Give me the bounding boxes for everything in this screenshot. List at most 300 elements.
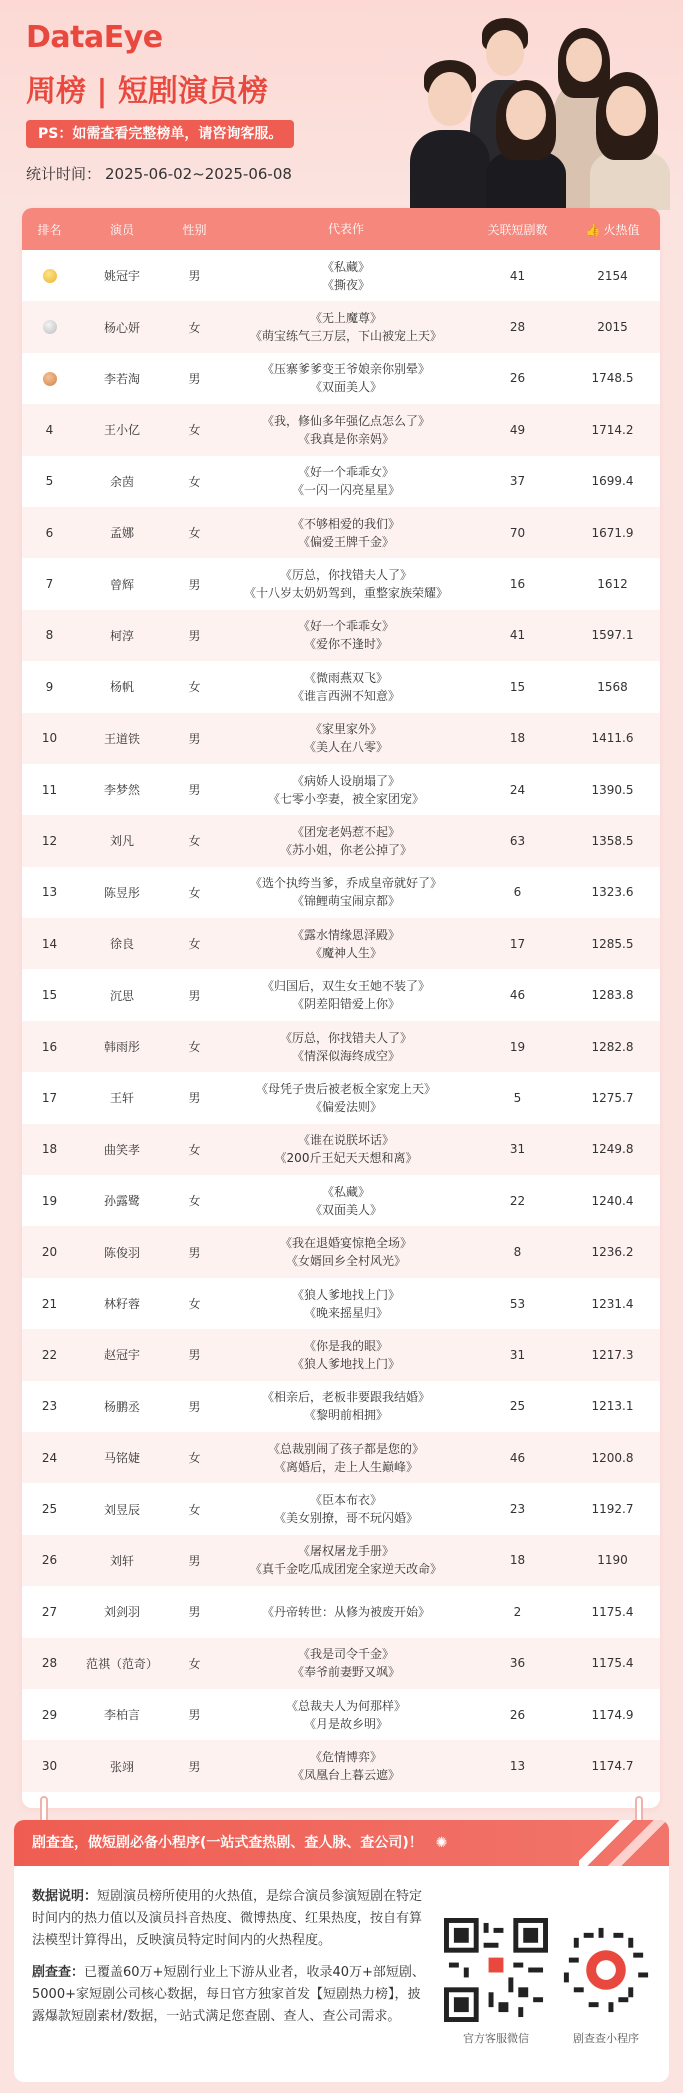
actor-gender: 男	[188, 988, 201, 1003]
drama-count: 28	[509, 320, 526, 335]
table-row	[22, 404, 660, 455]
actor-name: 曲笑孝	[103, 1142, 140, 1157]
drama-count: 15	[509, 679, 526, 694]
actor-gender: 男	[188, 1091, 201, 1106]
heat-value: 1282.8	[591, 1039, 634, 1054]
desc-text: 短剧演员榜所使用的火热值，是综合演员参演短剧在特定时间内的热力值以及演员抖音热度、微博热度、红果热度，按自有算法模型计算得出，反映演员特定时间内的火热程度。	[32, 1889, 423, 1948]
works-cell	[222, 720, 470, 756]
heat-value: 2015	[597, 320, 628, 335]
actor-gender: 女	[188, 1194, 201, 1209]
works-cell	[222, 1337, 470, 1373]
table-row	[22, 969, 660, 1020]
promo-decoration	[579, 1820, 669, 1866]
heat-value: 2154	[597, 268, 628, 283]
drama-count: 17	[509, 936, 526, 951]
work-title: 《爱你不逢时》	[303, 637, 388, 652]
col-works: 代表作	[327, 222, 364, 236]
flame-icon: 👍	[585, 222, 601, 237]
table-row	[22, 610, 660, 661]
actor-name: 韩雨彤	[103, 1040, 140, 1055]
rank-cell: 27	[41, 1604, 58, 1619]
actor-name: 马铭婕	[103, 1451, 140, 1466]
rank-cell: 4	[45, 422, 54, 437]
works-cell	[222, 669, 470, 705]
work-title: 《离婚后，走上人生巅峰》	[273, 1459, 418, 1474]
actor-gender: 男	[188, 1399, 201, 1414]
heat-value: 1283.8	[591, 988, 634, 1003]
work-title: 《真千金吃瓜成团宠全家逆天改命》	[249, 1562, 442, 1577]
work-title: 《团宠老妈惹不起》	[291, 824, 400, 839]
actor-gender: 男	[188, 371, 201, 386]
heat-value: 1597.1	[591, 628, 634, 643]
works-cell	[222, 1440, 470, 1476]
table-header	[22, 208, 660, 250]
miniprogram-code-icon	[554, 1918, 658, 2022]
work-title: 《奉爷前妻野又飒》	[291, 1665, 400, 1680]
heat-value: 1200.8	[591, 1450, 634, 1465]
work-title: 《好一个乖乖女》	[297, 619, 394, 634]
work-title: 《阴差阳错爱上你》	[291, 997, 400, 1012]
drama-count: 19	[509, 1039, 526, 1054]
drama-count: 8	[513, 1245, 522, 1260]
actors-illustration	[410, 10, 683, 210]
work-title: 《危情博弈》	[309, 1750, 382, 1765]
drama-count: 46	[509, 988, 526, 1003]
rank-cell: 21	[41, 1296, 58, 1311]
work-title: 《双面美人》	[309, 380, 382, 395]
actor-gender: 男	[188, 577, 201, 592]
actor-gender: 女	[188, 1502, 201, 1517]
table-row	[22, 1432, 660, 1483]
works-cell	[222, 1029, 470, 1065]
actor-gender: 男	[188, 1245, 201, 1260]
work-title: 《十八岁太奶奶驾到，重整家族荣耀》	[243, 586, 448, 601]
table-row	[22, 1278, 660, 1329]
table-row	[22, 1175, 660, 1226]
drama-count: 41	[509, 268, 526, 283]
work-title: 《总裁别闹了孩子都是您的》	[267, 1441, 424, 1456]
work-title: 《我真是你亲妈》	[297, 431, 394, 446]
heat-value: 1612	[597, 577, 628, 592]
drama-count: 41	[509, 628, 526, 643]
table-row	[22, 1638, 660, 1689]
table-row	[22, 1226, 660, 1277]
work-title: 《私藏》	[321, 259, 370, 274]
heat-value: 1240.4	[591, 1193, 634, 1208]
wechat-qr-label: 官方客服微信	[463, 2032, 529, 2045]
actor-gender: 女	[188, 680, 201, 695]
heat-value: 1236.2	[591, 1245, 634, 1260]
work-title: 《厉总，你找错夫人了》	[279, 1030, 412, 1045]
rank-cell	[22, 268, 77, 283]
drama-count: 13	[509, 1759, 526, 1774]
works-cell	[222, 1748, 470, 1784]
work-title: 《微雨燕双飞》	[303, 670, 388, 685]
work-title: 《私藏》	[321, 1184, 370, 1199]
actor-name: 沉思	[109, 988, 134, 1003]
page-title: 周榜 | 短剧演员榜	[26, 74, 268, 109]
work-title: 《好一个乖乖女》	[297, 465, 394, 480]
works-cell	[222, 1388, 470, 1424]
header-banner	[0, 0, 683, 205]
drama-count: 53	[509, 1296, 526, 1311]
rank-cell: 24	[41, 1450, 58, 1465]
promo-text: 剧查查，做短剧必备小程序(一站式查热剧、查人脉、查公司)！	[32, 1835, 423, 1851]
actor-name: 杨心妍	[103, 320, 140, 335]
qr-code-icon	[444, 1918, 548, 2022]
col-drama-count: 关联短剧数	[487, 222, 548, 237]
drama-count: 49	[509, 422, 526, 437]
actor-name: 柯淳	[109, 628, 134, 643]
heat-value: 1390.5	[591, 782, 634, 797]
heat-value: 1358.5	[591, 833, 634, 848]
actor-name: 林籽蓉	[103, 1297, 140, 1311]
actor-name: 王道铁	[103, 731, 140, 746]
rank-cell: 7	[45, 577, 54, 592]
rank-cell: 15	[41, 988, 58, 1003]
actor-gender: 女	[188, 526, 201, 541]
works-cell	[222, 360, 470, 396]
actor-gender: 女	[188, 474, 201, 489]
table-row	[22, 815, 660, 866]
actor-name: 孟娜	[109, 526, 134, 541]
stat-period	[26, 163, 292, 184]
rank-cell: 23	[41, 1399, 58, 1414]
works-cell	[222, 1183, 470, 1219]
rank-cell: 16	[41, 1039, 58, 1054]
works-cell	[222, 874, 470, 910]
actor-gender: 男	[188, 1605, 201, 1620]
rank-cell: 30	[41, 1759, 58, 1774]
work-title: 《露水情缘恩泽殿》	[291, 927, 400, 942]
col-gender: 性别	[182, 222, 207, 237]
actor-name: 王轩	[109, 1091, 134, 1106]
actor-gender: 女	[188, 1142, 201, 1157]
work-title: 《家里家外》	[309, 722, 382, 737]
table-row	[22, 661, 660, 712]
heat-value: 1231.4	[591, 1296, 634, 1311]
table-row	[22, 1535, 660, 1586]
promo-banner[interactable]	[14, 1820, 669, 1866]
works-cell	[222, 1131, 470, 1167]
actor-name: 刘剑羽	[103, 1605, 140, 1620]
col-actor: 演员	[109, 222, 134, 237]
work-title: 《无上魔尊》	[309, 311, 382, 326]
work-title: 《萌宝练气三万层，下山被宠上天》	[249, 329, 442, 344]
col-rank: 排名	[37, 222, 62, 237]
heat-value: 1714.2	[591, 422, 634, 437]
work-title: 《厉总，你找错夫人了》	[279, 568, 412, 583]
actor-name: 陈昱彤	[103, 885, 140, 900]
drama-count: 70	[509, 525, 526, 540]
dataeye-logo: DataEye	[26, 20, 163, 55]
actor-gender: 女	[188, 834, 201, 849]
table-row	[22, 558, 660, 609]
works-cell	[222, 1697, 470, 1733]
actor-name: 刘凡	[109, 834, 134, 849]
works-cell	[222, 823, 470, 859]
table-row	[22, 867, 660, 918]
work-title: 《谁言西洲不知意》	[291, 688, 400, 703]
table-row	[22, 250, 660, 301]
actor-gender: 女	[188, 1297, 201, 1311]
heat-value: 1190	[597, 1553, 628, 1568]
table-row	[22, 1586, 660, 1637]
work-title: 《我在退婚宴惊艳全场》	[279, 1236, 412, 1251]
rank-cell: 9	[45, 679, 54, 694]
rank-cell	[22, 371, 77, 386]
work-title: 《总裁夫人为何那样》	[285, 1698, 406, 1713]
drama-count: 63	[509, 833, 526, 848]
actor-name: 杨鹏丞	[103, 1399, 140, 1414]
rank-cell: 26	[41, 1553, 58, 1568]
rank-cell: 5	[45, 474, 54, 489]
rank-cell	[22, 320, 77, 335]
work-title: 《我是司令千金》	[297, 1647, 394, 1662]
work-title: 《200斤王妃天天想和离》	[274, 1151, 418, 1166]
table-row	[22, 713, 660, 764]
miniprogram-qr-label: 剧查查小程序	[573, 2032, 639, 2045]
actor-gender: 女	[188, 320, 201, 335]
works-cell	[222, 463, 470, 499]
heat-value: 1671.9	[591, 525, 634, 540]
actor-name: 李柏言	[103, 1708, 140, 1723]
actor-gender: 女	[188, 937, 201, 952]
actor-gender: 男	[188, 1348, 201, 1363]
rank-cell: 6	[45, 525, 54, 540]
work-title: 《女婿回乡全村风光》	[285, 1254, 406, 1269]
actor-name: 刘昱辰	[103, 1502, 140, 1517]
work-title: 《病娇人设崩塌了》	[291, 773, 400, 788]
drama-count: 24	[509, 782, 526, 797]
works-cell	[222, 772, 470, 808]
actor-gender: 男	[188, 1759, 201, 1774]
drama-count: 26	[509, 1707, 526, 1722]
works-cell	[222, 617, 470, 653]
heat-value: 1217.3	[591, 1347, 634, 1362]
work-title: 《丹帝转世：从修为被废开始》	[261, 1604, 430, 1619]
actor-name: 范祺（范奇）	[85, 1656, 158, 1671]
actor-name: 曾辉	[109, 577, 134, 592]
drama-count: 22	[509, 1193, 526, 1208]
rank-cell: 19	[41, 1193, 58, 1208]
heat-value: 1748.5	[591, 371, 634, 386]
rank-cell: 14	[41, 936, 58, 951]
work-title: 《臣本布衣》	[309, 1493, 382, 1508]
work-title: 《苏小姐，你老公掉了》	[279, 842, 412, 857]
works-cell	[222, 1286, 470, 1322]
about-label: 剧查查：	[32, 1965, 85, 1980]
rank-cell: 28	[41, 1656, 58, 1671]
table-row	[22, 1483, 660, 1534]
rank-cell: 20	[41, 1245, 58, 1260]
table-row	[22, 353, 660, 404]
rank-cell: 17	[41, 1090, 58, 1105]
heat-value: 1411.6	[591, 731, 634, 746]
heat-value: 1174.9	[591, 1707, 634, 1722]
table-row	[22, 1740, 660, 1791]
heat-value: 1568	[597, 679, 628, 694]
work-title: 《归国后，双生女王她不装了》	[261, 979, 430, 994]
drama-count: 31	[509, 1347, 526, 1362]
bronze-medal-icon	[43, 372, 57, 386]
actor-gender: 女	[188, 1451, 201, 1466]
work-title: 《压寨爹爹变王爷娘亲你别晕》	[261, 362, 430, 377]
actor-gender: 女	[188, 1656, 201, 1671]
drama-count: 5	[513, 1090, 522, 1105]
actor-name: 徐良	[109, 937, 134, 952]
gold-medal-icon	[43, 269, 57, 283]
table-row	[22, 507, 660, 558]
drama-count: 26	[509, 371, 526, 386]
works-cell	[222, 515, 470, 551]
works-cell	[222, 412, 470, 448]
actor-name: 姚冠宇	[103, 269, 140, 284]
actor-name: 余茵	[109, 474, 134, 489]
work-title: 《不够相爱的我们》	[291, 516, 400, 531]
heat-value: 1285.5	[591, 936, 634, 951]
rank-cell: 13	[41, 885, 58, 900]
table-row	[22, 918, 660, 969]
works-cell	[222, 1491, 470, 1527]
work-title: 《月是故乡明》	[303, 1716, 388, 1731]
heat-value: 1192.7	[591, 1502, 634, 1517]
drama-count: 46	[509, 1450, 526, 1465]
works-cell	[222, 926, 470, 962]
works-cell	[222, 1542, 470, 1578]
work-title: 《一闪一闪亮星星》	[291, 483, 400, 498]
work-title: 《凤凰台上暮云遮》	[291, 1768, 400, 1783]
actor-name: 孙露鹭	[103, 1194, 140, 1209]
rank-cell: 29	[41, 1707, 58, 1722]
miniprogram-qr-code[interactable]	[554, 1918, 658, 2022]
sparkle-icon: ✺	[435, 1835, 448, 1851]
rank-cell: 11	[41, 782, 58, 797]
work-title: 《相亲后，老板非要跟我结婚》	[261, 1390, 430, 1405]
heat-value: 1249.8	[591, 1142, 634, 1157]
heat-value: 1275.7	[591, 1090, 634, 1105]
work-title: 《情深似海终成空》	[291, 1048, 400, 1063]
work-title: 《你是我的眼》	[303, 1338, 388, 1353]
actor-gender: 女	[188, 885, 201, 900]
heat-value: 1213.1	[591, 1399, 634, 1414]
drama-count: 6	[513, 885, 522, 900]
works-cell	[222, 1080, 470, 1116]
actor-gender: 男	[188, 731, 201, 746]
drama-count: 31	[509, 1142, 526, 1157]
actor-gender: 男	[188, 269, 201, 284]
wechat-qr-code[interactable]	[444, 1918, 548, 2022]
work-title: 《锦鲤萌宝闹京都》	[291, 894, 400, 909]
works-cell	[222, 309, 470, 345]
work-title: 《母凭子贵后被老板全家宠上天》	[255, 1081, 436, 1096]
actor-name: 李若淘	[103, 371, 140, 386]
period-label: 统计时间：	[26, 165, 102, 183]
drama-count: 25	[509, 1399, 526, 1414]
works-cell	[222, 1603, 470, 1621]
rank-cell: 12	[41, 833, 58, 848]
actor-name: 张翊	[109, 1759, 134, 1774]
table-row	[22, 1124, 660, 1175]
rank-cell: 22	[41, 1347, 58, 1362]
table-row	[22, 1329, 660, 1380]
silver-medal-icon	[43, 320, 57, 334]
rank-cell: 18	[41, 1142, 58, 1157]
period-value: 2025-06-02~2025-06-08	[105, 165, 292, 183]
actor-name: 刘轩	[109, 1553, 134, 1568]
work-title: 《我，修仙多年强亿点怎么了》	[261, 413, 430, 428]
actor-name: 王小亿	[103, 423, 140, 438]
work-title: 《屠权屠龙手册》	[297, 1544, 394, 1559]
table-row	[22, 1689, 660, 1740]
drama-count: 23	[509, 1502, 526, 1517]
table-row	[22, 1072, 660, 1123]
heat-value: 1699.4	[591, 474, 634, 489]
drama-count: 18	[509, 1553, 526, 1568]
work-title: 《双面美人》	[309, 1202, 382, 1217]
table-body	[22, 250, 660, 1792]
table-row	[22, 1381, 660, 1432]
work-title: 《偏爱王牌千金》	[297, 534, 394, 549]
actor-gender: 女	[188, 1040, 201, 1055]
works-cell	[222, 258, 470, 294]
rank-cell: 10	[41, 731, 58, 746]
work-title: 《魔神人生》	[309, 945, 382, 960]
desc-label: 数据说明：	[32, 1889, 98, 1904]
work-title: 《狼人爹地找上门》	[291, 1287, 400, 1302]
works-cell	[222, 566, 470, 602]
drama-count: 36	[509, 1656, 526, 1671]
actor-name: 李梦然	[103, 783, 140, 798]
actor-name: 陈俊羽	[103, 1245, 140, 1260]
work-title: 《七零小孪妻，被全家团宠》	[267, 791, 424, 806]
footer-card	[14, 1820, 669, 2082]
col-heat: 👍 火热值	[585, 222, 640, 237]
rank-cell: 8	[45, 628, 54, 643]
work-title: 《晚来摇星归》	[303, 1305, 388, 1320]
drama-count: 18	[509, 731, 526, 746]
work-title: 《选个执绔当爹，乔成皇帝就好了》	[249, 876, 442, 891]
work-title: 《谁在说朕坏话》	[297, 1133, 394, 1148]
rank-cell: 25	[41, 1502, 58, 1517]
ps-notice: PS：如需查看完整榜单，请咨询客服。	[26, 120, 294, 148]
heat-value: 1323.6	[591, 885, 634, 900]
actor-gender: 男	[188, 1553, 201, 1568]
work-title: 《美女别撩，哥不玩闪婚》	[273, 1511, 418, 1526]
heat-value: 1174.7	[591, 1759, 634, 1774]
actor-gender: 男	[188, 628, 201, 643]
work-title: 《撕夜》	[321, 277, 370, 292]
drama-count: 2	[513, 1604, 522, 1619]
work-title: 《偏爱法则》	[309, 1099, 382, 1114]
heat-value: 1175.4	[591, 1604, 634, 1619]
works-cell	[222, 977, 470, 1013]
drama-count: 16	[509, 577, 526, 592]
actor-gender: 女	[188, 423, 201, 438]
actor-gender: 男	[188, 783, 201, 798]
drama-count: 37	[509, 474, 526, 489]
about-text: 已覆盖60万+短剧行业上下游从业者，收录40万+部短剧、5000+家短剧公司核心数据，每日官方独家首发【短剧热力榜】，披露爆款短剧素材/数据，一站式满足您查剧、查人、查公司需求。	[32, 1965, 425, 2024]
actor-gender: 男	[188, 1708, 201, 1723]
work-title: 《黎明前相拥》	[303, 1408, 388, 1423]
work-title: 《狼人爹地找上门》	[291, 1356, 400, 1371]
table-row	[22, 301, 660, 352]
works-cell	[222, 1645, 470, 1681]
works-cell	[222, 1234, 470, 1270]
heat-value: 1175.4	[591, 1656, 634, 1671]
table-row	[22, 1021, 660, 1072]
table-row	[22, 764, 660, 815]
